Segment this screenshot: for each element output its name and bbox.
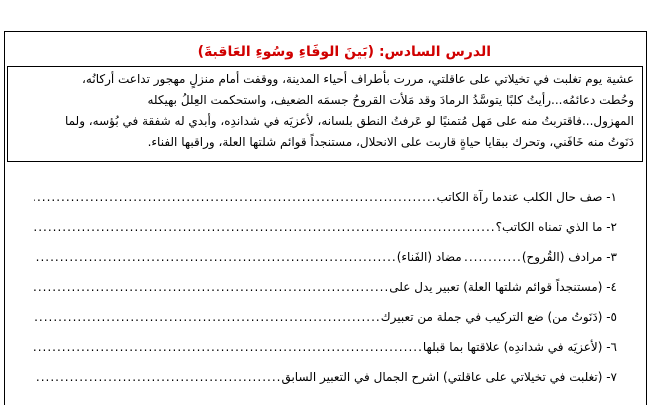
answer-line[interactable] (34, 220, 496, 234)
passage-line: المهزول...فاقتربتُ منه على مَهل مُتمنيًا لو عَرفتُ النطق بلسانه، لأعزيَه في شداندِه، وأبدي له شفقة في بُؤسه، ولما (64, 114, 634, 128)
question-2 (34, 204, 617, 234)
question-3 (34, 234, 617, 264)
answer-line-synonym[interactable] (462, 250, 522, 264)
passage-line: وحُطت دعائمُه...رأيتُ كلبًا يتوسَّدُ الرمادَ وقد مَلأت القروحُ جسمَه الضعيف، واستحكمت العِللُ بهيكله (147, 93, 634, 107)
question-4 (34, 264, 617, 294)
question-text-antonym: مضاد (الفَناء) (396, 250, 462, 264)
question-text: ٤- (مستنجداً قوائم شلتها العلة) تعبير يدل على (389, 280, 617, 294)
answer-line[interactable] (34, 280, 389, 294)
question-text: ٣- مرادف (القُروح) (521, 250, 617, 264)
question-text: ٦- (لأعزيَه في شداندِه) علاقتها بما قبلها (422, 340, 617, 354)
questions-list (34, 174, 617, 384)
reading-passage (7, 66, 643, 162)
question-text: ٢- ما الذي تمناه الكاتب؟ (495, 220, 617, 234)
question-5 (34, 294, 617, 324)
top-border (4, 31, 647, 32)
answer-line[interactable] (34, 370, 281, 384)
question-7 (34, 354, 617, 384)
answer-line[interactable] (34, 340, 423, 354)
question-text: ٧- (تغلبت في تخيلاتي على عاقلتي) اشرح الجمال في التعبير السابق (281, 370, 617, 384)
question-1 (34, 174, 617, 204)
question-text: ٥- (دَنَوتُ من) ضع التركيب في جملة من تعبيرك (380, 310, 617, 324)
passage-line: دَنَوتُ منه خَافَني، وتحرك ببقايا حياةٍ قاربت على الانحلال، مستنجداً قوائم شلتها العلة، وراقبها الفناء. (147, 135, 634, 149)
question-6 (34, 324, 617, 354)
right-border (646, 31, 647, 405)
left-border (4, 31, 5, 405)
answer-line-antonym[interactable] (34, 250, 397, 264)
answer-line[interactable] (34, 190, 437, 204)
answer-line[interactable] (34, 310, 381, 324)
lesson-title: الدرس السادس: (بَينَ الوفَاءِ وسُوءِ العَاقبةَ) (197, 44, 491, 60)
question-text: ١- صف حال الكلب عندما رآة الكاتب (436, 190, 617, 204)
passage-line: عشية يوم تغلبت في تخيلاتي على عاقلتي، مررت بأطراف أحياء المدينة، ووقفت أمام منزلٍ مهجور تداعت أركانُه، (82, 72, 634, 86)
